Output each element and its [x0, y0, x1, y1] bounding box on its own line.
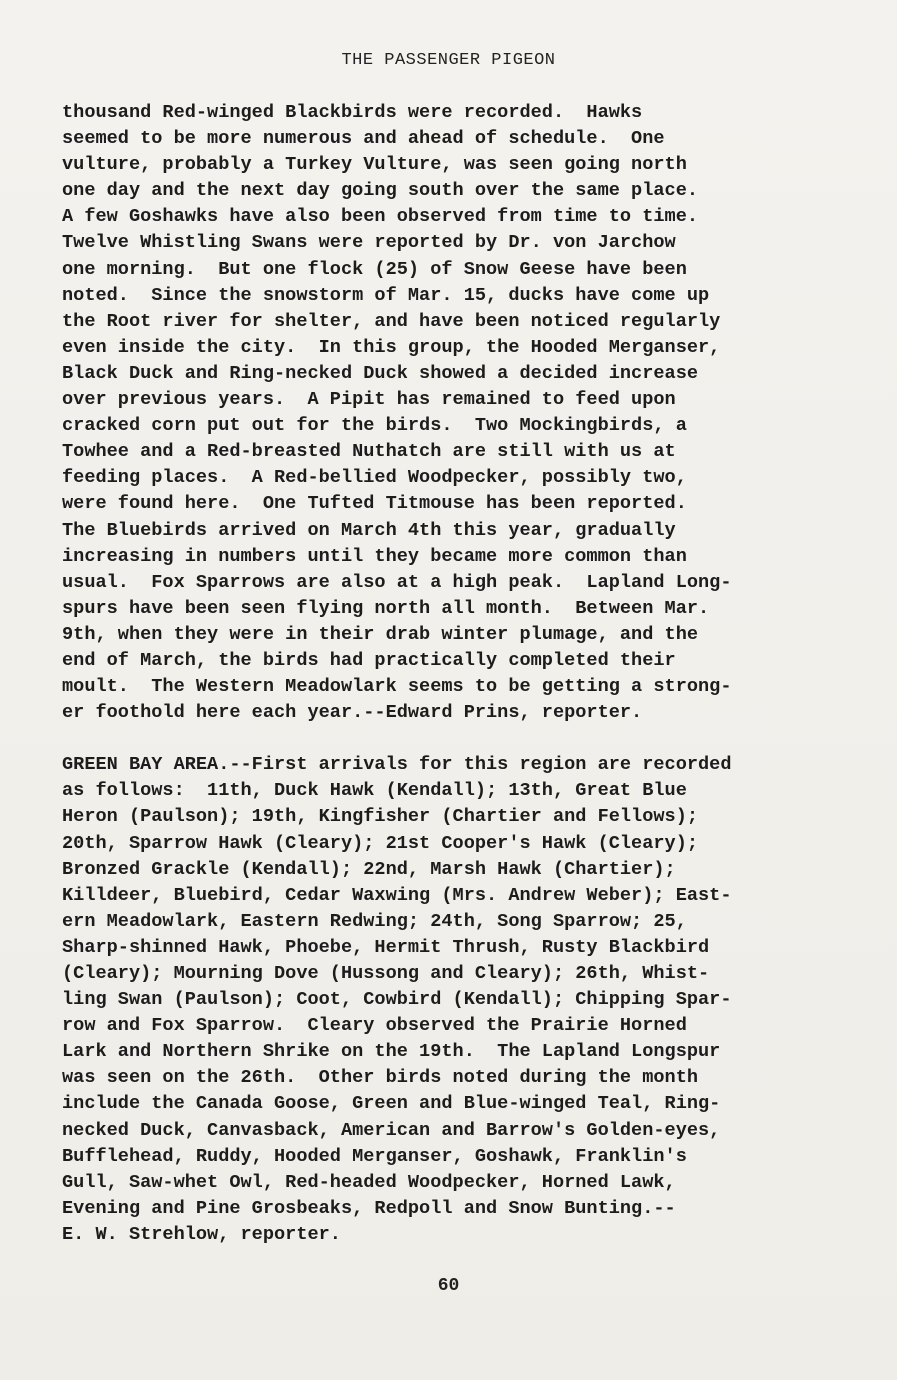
text-line: seemed to be more numerous and ahead of schedule. One	[62, 128, 665, 150]
text-line: include the Canada Goose, Green and Blue-winged Teal, Ring-	[62, 1093, 721, 1115]
text-line: Towhee and a Red-breasted Nuthatch are still with us at	[62, 441, 676, 463]
text-line: one morning. But one flock (25) of Snow Geese have been	[62, 258, 687, 280]
text-line: E. W. Strehlow, reporter.	[62, 1223, 341, 1245]
text-line: 9th, when they were in their drab winter plumage, and the	[62, 623, 699, 645]
text-line: necked Duck, Canvasback, American and Barrow's Golden-eyes,	[62, 1119, 721, 1141]
text-line: row and Fox Sparrow. Cleary observed the Prairie Horned	[62, 1015, 687, 1037]
text-line: thousand Red-winged Blackbirds were recorded. Hawks	[62, 102, 643, 123]
text-line: er foothold here each year.--Edward Prins, reporter.	[62, 702, 643, 724]
paragraph-racine-report	[62, 100, 862, 726]
text-line: even inside the city. In this group, the Hooded Merganser,	[62, 336, 721, 358]
text-line: Black Duck and Ring-necked Duck showed a decided increase	[62, 362, 699, 384]
text-line: Heron (Paulson); 19th, Kingfisher (Chartier and Fellows);	[62, 806, 699, 828]
text-line: end of March, the birds had practically completed their	[62, 649, 676, 671]
paragraph-green-bay-area	[62, 752, 862, 1248]
text-line: 20th, Sparrow Hawk (Cleary); 21st Cooper's Hawk (Cleary);	[62, 832, 699, 854]
text-line: GREEN BAY AREA.--First arrivals for this region are recorded	[62, 754, 732, 776]
text-line: feeding places. A Red-bellied Woodpecker, possibly two,	[62, 467, 687, 489]
text-line: spurs have been seen flying north all month. Between Mar.	[62, 597, 710, 619]
text-line: as follows: 11th, Duck Hawk (Kendall); 13th, Great Blue	[62, 780, 687, 802]
paragraph-gap	[62, 726, 862, 752]
text-line: noted. Since the snowstorm of Mar. 15, ducks have come up	[62, 284, 710, 306]
text-line: Gull, Saw-whet Owl, Red-headed Woodpecker, Horned Lawk,	[62, 1171, 676, 1193]
text-line: over previous years. A Pipit has remained to feed upon	[62, 389, 676, 411]
text-line: The Bluebirds arrived on March 4th this year, gradually	[62, 519, 676, 541]
text-line: increasing in numbers until they became more common than	[62, 545, 687, 567]
running-head: THE PASSENGER PIGEON	[341, 51, 556, 70]
text-line: A few Goshawks have also been observed from time to time.	[62, 206, 699, 228]
text-line: Twelve Whistling Swans were reported by Dr. von Jarchow	[62, 232, 676, 254]
text-line: one day and the next day going south over the same place.	[62, 180, 699, 202]
text-line: Killdeer, Bluebird, Cedar Waxwing (Mrs. Andrew Weber); East-	[62, 884, 732, 906]
text-line: the Root river for shelter, and have been noticed regularly	[62, 310, 721, 332]
page-number: 60	[437, 1276, 460, 1296]
text-line: Sharp-shinned Hawk, Phoebe, Hermit Thrush, Rusty Blackbird	[62, 936, 710, 958]
text-line: moult. The Western Meadowlark seems to be getting a strong-	[62, 676, 732, 698]
text-line: ling Swan (Paulson); Coot, Cowbird (Kendall); Chipping Spar-	[62, 989, 732, 1011]
text-line: were found here. One Tufted Titmouse has been reported.	[62, 493, 687, 515]
text-line: was seen on the 26th. Other birds noted during the month	[62, 1067, 699, 1089]
text-line: Lark and Northern Shrike on the 19th. The Lapland Longspur	[62, 1041, 721, 1063]
text-line: (Cleary); Mourning Dove (Hussong and Cleary); 26th, Whist-	[62, 963, 710, 984]
text-line: usual. Fox Sparrows are also at a high peak. Lapland Long-	[62, 571, 732, 593]
text-line: vulture, probably a Turkey Vulture, was seen going north	[62, 154, 687, 176]
body-text	[62, 100, 862, 1248]
text-line: Bufflehead, Ruddy, Hooded Merganser, Goshawk, Franklin's	[62, 1145, 687, 1167]
text-line: ern Meadowlark, Eastern Redwing; 24th, Song Sparrow; 25,	[62, 910, 687, 932]
text-line: Bronzed Grackle (Kendall); 22nd, Marsh Hawk (Chartier);	[62, 858, 676, 880]
text-line: Evening and Pine Grosbeaks, Redpoll and Snow Bunting.--	[62, 1197, 676, 1219]
text-line: cracked corn put out for the birds. Two Mockingbirds, a	[62, 415, 687, 437]
